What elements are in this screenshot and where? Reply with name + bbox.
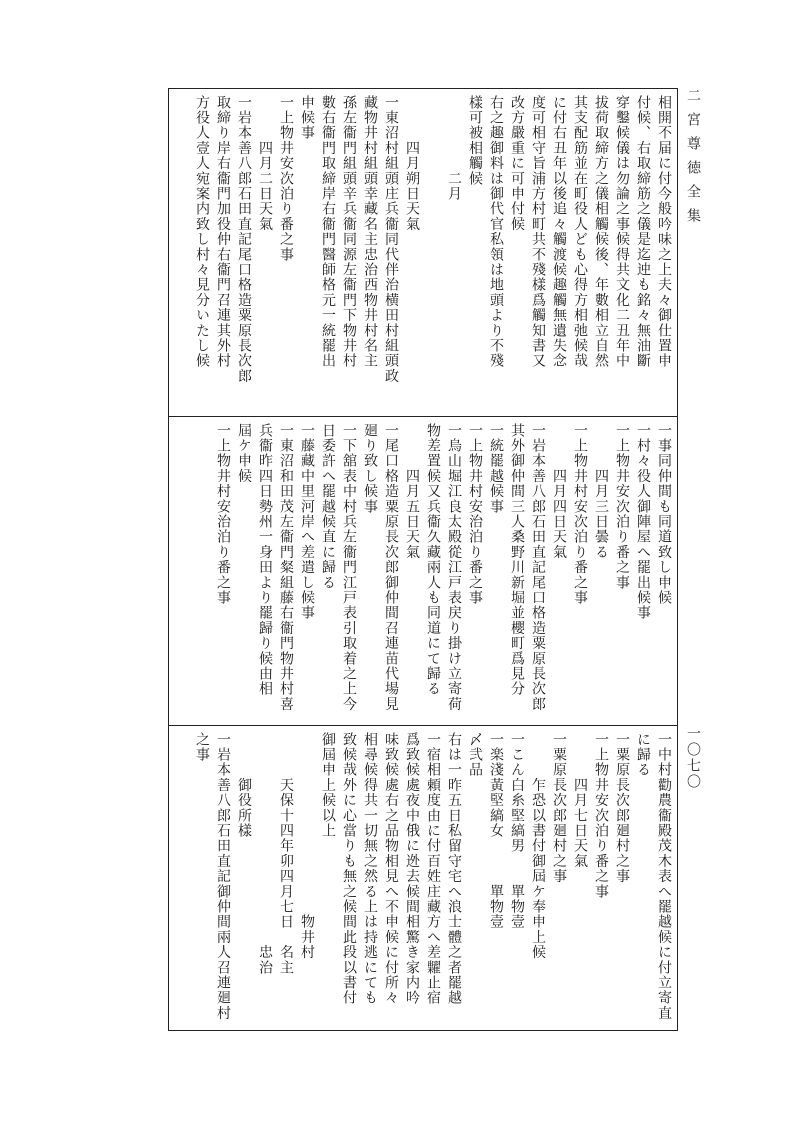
text-column: 二月 [446,95,462,202]
text-column: 四月五日天氣 [404,423,420,560]
text-column: 樣可被相觸候 [467,95,483,187]
text-column: 孫左衞門組頭辛兵衞同源左衞門下物井村 [341,95,357,369]
page-number: 一〇七〇 [685,726,701,790]
text-column: 一粟原長次郎廻村之事 [551,732,567,884]
text-column: 其支配筋並在町役人ども心得方相弛候哉 [572,95,588,369]
text-column: 度可相守旨浦方村町共不殘樣爲觸知書又 [530,95,546,369]
text-column: 味致候處右之品物相見へ不申候に付所々 [383,732,399,1006]
text-column: 其外御仲間三人桑野川新堀並櫻町爲見分 [509,423,525,697]
column-group [173,732,673,1024]
text-column: 一楽淺黃堅縞女 單物壹 [488,732,504,930]
text-column: 方役人壹人宛案内致し村々見分いたし候 [194,95,210,369]
text-column: 一宿相頼度由に付百姓庄藏方へ差糶止宿 [425,732,441,1006]
text-column: 右は一昨五日私留守宅へ浪士體之者罷越 [446,732,462,1006]
text-column: 爲致候處夜中俄に迯去候間相驚き家内吟 [404,732,420,1006]
text-column: 致候哉外に心當りも無之候間此段以書付 [341,732,357,1006]
middle-section [169,416,677,726]
text-column: 乍恐以書付御屆ケ奉申上候 [530,732,546,960]
text-column: 藏物井村組頭幸藏名主忠治西物井村名主 [362,95,378,369]
upper-section [169,89,677,416]
text-column: 一上物井安次泊り番之事 [614,423,630,591]
text-column: 一岩本善八郎石田直記御仲間兩人召連廻村 [215,732,231,1021]
running-head-title: 二宮尊徳全集 [685,88,701,232]
text-column: 一粟原長次郎廻村之事 [614,732,630,884]
text-column: 申候事 [299,95,315,141]
text-column: 御役所樣 [236,732,252,839]
text-column: 四月七日天氣 [572,732,588,869]
text-column: 一上物井村安次泊り番之事 [572,423,588,606]
text-column: 天保十四年卯四月七日 名主 [278,732,294,976]
text-column: 日委許へ罷越候直に歸る [320,423,336,591]
column-group [173,423,673,720]
text-column: 之事 [194,732,210,763]
text-column: 一中村勸農衞殿茂木表へ罷越候に付立寄直 [656,732,672,1021]
text-column: 屆ケ申候 [236,423,252,484]
text-column: 一下舘表中村兵左衞門江戸表引取着之上今 [341,423,357,712]
text-column: 四月朔日天氣 [404,95,420,232]
text-column: 物井村 [299,732,315,960]
text-column: 右之趣御料は御代官私領は地頭より不殘 [488,95,504,369]
text-column: 一烏山堀江良太殿從江戸表戻り掛け立寄荷 [446,423,462,712]
text-column: 一東沼村組頭庄兵衞同代伴治横田村組頭政 [383,95,399,384]
text-column: 一上物井安次泊り番之事 [278,95,294,263]
text-column: 一上物井村安治泊り番之事 [215,423,231,606]
text-column: 一東沼和田茂左衞門粲組藤右衞門物井村喜 [278,423,294,712]
text-column: 〆弐品 [467,732,483,778]
text-column: 物差置候又兵衞久藏兩人も同道にて歸る [425,423,441,697]
text-column: 一尾口格造粟原長次郎御仲間召連苗代場見 [383,423,399,712]
lower-section [169,725,677,1030]
text-column: に歸る [635,732,651,778]
text-column: 一村々役人御陣屋へ罷出候事 [635,423,651,621]
text-column: 相開不届に付今般吟味之上夫々御仕置申 [656,95,672,369]
text-frame [168,88,678,1031]
text-column: 一こん白糸堅縞男 單物壹 [509,732,525,930]
text-column: 拔荷取締方之儀相觸候後、年數相立自然 [593,95,609,369]
text-column: に付右丑年以後追々觸渡候趣觸無遺失念 [551,95,567,369]
text-column: 兵衞昨四日勢州一身田より罷歸り候由相 [257,423,273,697]
text-column: 一統罷越候事 [488,423,504,515]
column-group [173,95,673,410]
text-column [424,95,442,410]
text-column: 御屆申上候以上 [320,732,336,839]
text-column: 一岩本善八郎石田直記尾口格造粟原長次郎 [530,423,546,712]
text-column: 一上物井安次泊り番之事 [593,732,609,900]
text-column: 取締り岸右衞門加役仲右衞門召連其外村 [215,95,231,369]
text-column: 相尋候得共一切無之然る上は持逃にても [362,732,378,1006]
text-column: 四月二日天氣 [257,95,273,232]
text-column: 一上物井村安治泊り番之事 [467,423,483,606]
text-column: 忠治 [257,732,273,976]
text-column: 四月四日天氣 [551,423,567,560]
text-column: 廻り致し候事 [362,423,378,515]
text-column: 改方嚴重に可申付候 [509,95,525,232]
text-column: 一岩本善八郎石田直記尾口格造粟原長次郎 [236,95,252,384]
text-column: 數右衞門取締岸右衞門醫師格元一統罷出 [320,95,336,369]
text-column: 一藤藏中里河岸へ差遣し候事 [299,423,315,621]
text-column: 一事同仲間も同道致し申候 [656,423,672,606]
text-column: 四月三日曇る [593,423,609,560]
text-column: 付候、右取締筋之儀是迄迚も銘々無油斷 [635,95,651,369]
text-column: 穿鑿候儀は勿論之事候得共文化二丑年中 [614,95,630,369]
